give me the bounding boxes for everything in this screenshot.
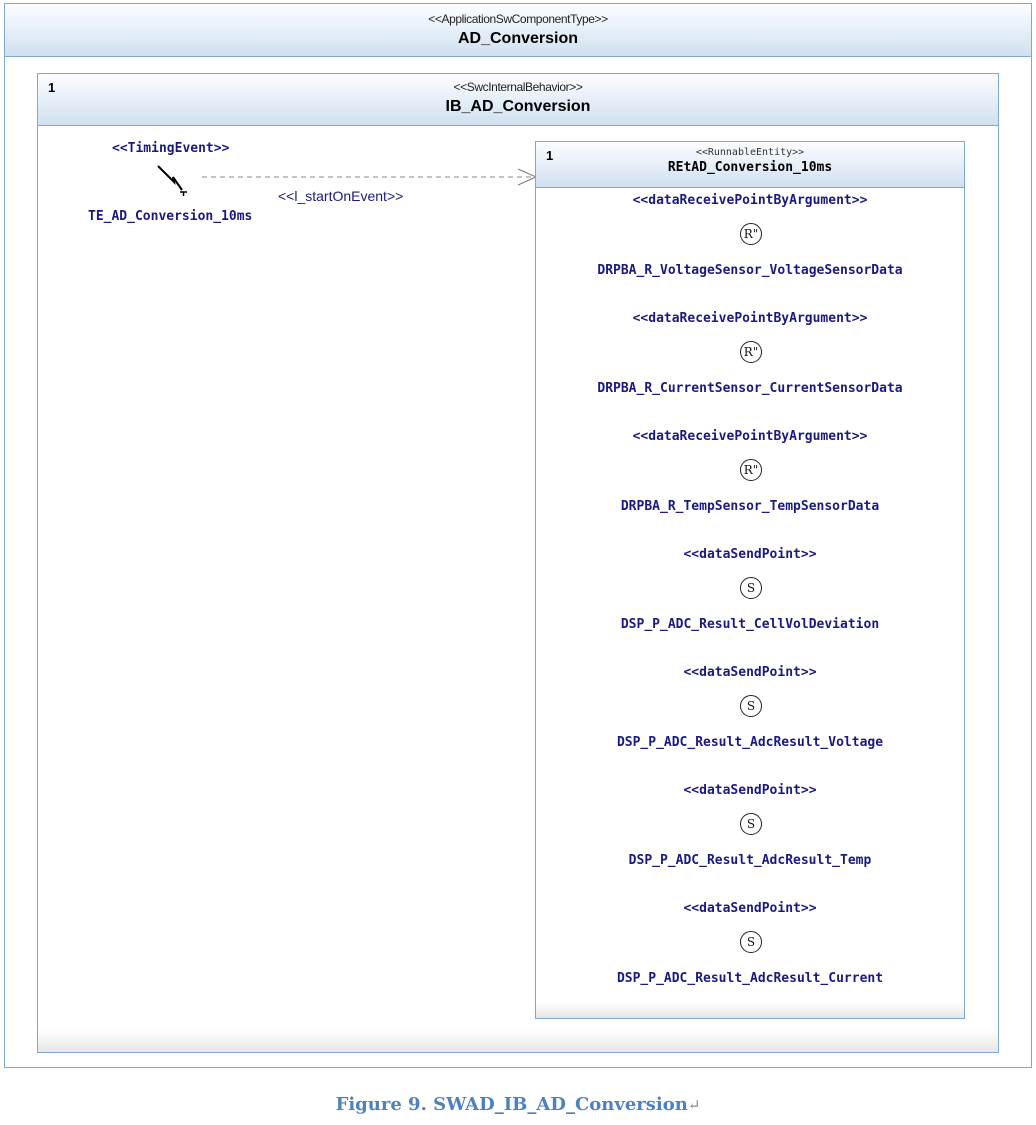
connector-label: <<l_startOnEvent>>: [278, 188, 404, 204]
figure-caption: [0, 1094, 1036, 1115]
timing-event-stereotype: <<TimingEvent>>: [112, 141, 230, 156]
runnable-header: [536, 142, 964, 188]
behavior-multiplicity: 1: [48, 80, 56, 95]
receive-point-icon[interactable]: R": [740, 341, 762, 363]
send-point-icon[interactable]: S: [740, 931, 762, 953]
data-point-stereotype: <<dataSendPoint>>: [683, 665, 817, 680]
send-point-icon[interactable]: S: [740, 813, 762, 835]
receive-point-icon[interactable]: R": [740, 459, 762, 481]
data-point-name: DRPBA_R_VoltageSensor_VoltageSensorData: [597, 263, 903, 278]
data-point-stereotype: <<dataReceivePointByArgument>>: [632, 311, 868, 326]
data-point-name: DSP_P_ADC_Result_CellVolDeviation: [620, 617, 880, 632]
data-point-stereotype: <<dataSendPoint>>: [683, 783, 817, 798]
data-point-name: DRPBA_R_CurrentSensor_CurrentSensorData: [597, 381, 903, 396]
runnable-multiplicity: 1: [546, 148, 554, 163]
runnable-bottom-shade: [536, 1002, 964, 1018]
data-point-name: DSP_P_ADC_Result_AdcResult_Temp: [628, 853, 872, 868]
data-point-stereotype: <<dataSendPoint>>: [683, 901, 817, 916]
return-mark: ↵: [687, 1096, 701, 1114]
data-point-name: DSP_P_ADC_Result_AdcResult_Current: [616, 971, 884, 986]
runnable-stereotype: <<RunnableEntity>>: [695, 147, 805, 158]
behavior-name: IB_AD_Conversion: [445, 98, 591, 115]
data-point-stereotype: <<dataReceivePointByArgument>>: [632, 193, 868, 208]
component-header: [5, 4, 1031, 57]
behavior-stereotype: <<SwcInternalBehavior>>: [453, 80, 583, 94]
send-point-icon[interactable]: S: [740, 695, 762, 717]
data-point-name: DSP_P_ADC_Result_AdcResult_Voltage: [616, 735, 884, 750]
send-point-icon[interactable]: S: [740, 577, 762, 599]
runnable-box[interactable]: [535, 141, 965, 1019]
behavior-header: [38, 74, 998, 126]
component-stereotype: <<ApplicationSwComponentType>>: [428, 12, 608, 26]
behavior-bottom-shade: [38, 1030, 998, 1052]
data-point-stereotype: <<dataReceivePointByArgument>>: [632, 429, 868, 444]
component-name: AD_Conversion: [457, 30, 579, 47]
start-on-event-connector[interactable]: [200, 168, 540, 188]
receive-point-icon[interactable]: R": [740, 223, 762, 245]
lightning-icon[interactable]: [154, 162, 194, 198]
data-point-name: DRPBA_R_TempSensor_TempSensorData: [620, 499, 880, 514]
caption-text: Figure 9. SWAD_IB_AD_Conversion: [335, 1094, 688, 1115]
timing-event-name: TE_AD_Conversion_10ms: [88, 209, 253, 224]
data-point-stereotype: <<dataSendPoint>>: [683, 547, 817, 562]
runnable-name: REtAD_Conversion_10ms: [667, 160, 833, 175]
